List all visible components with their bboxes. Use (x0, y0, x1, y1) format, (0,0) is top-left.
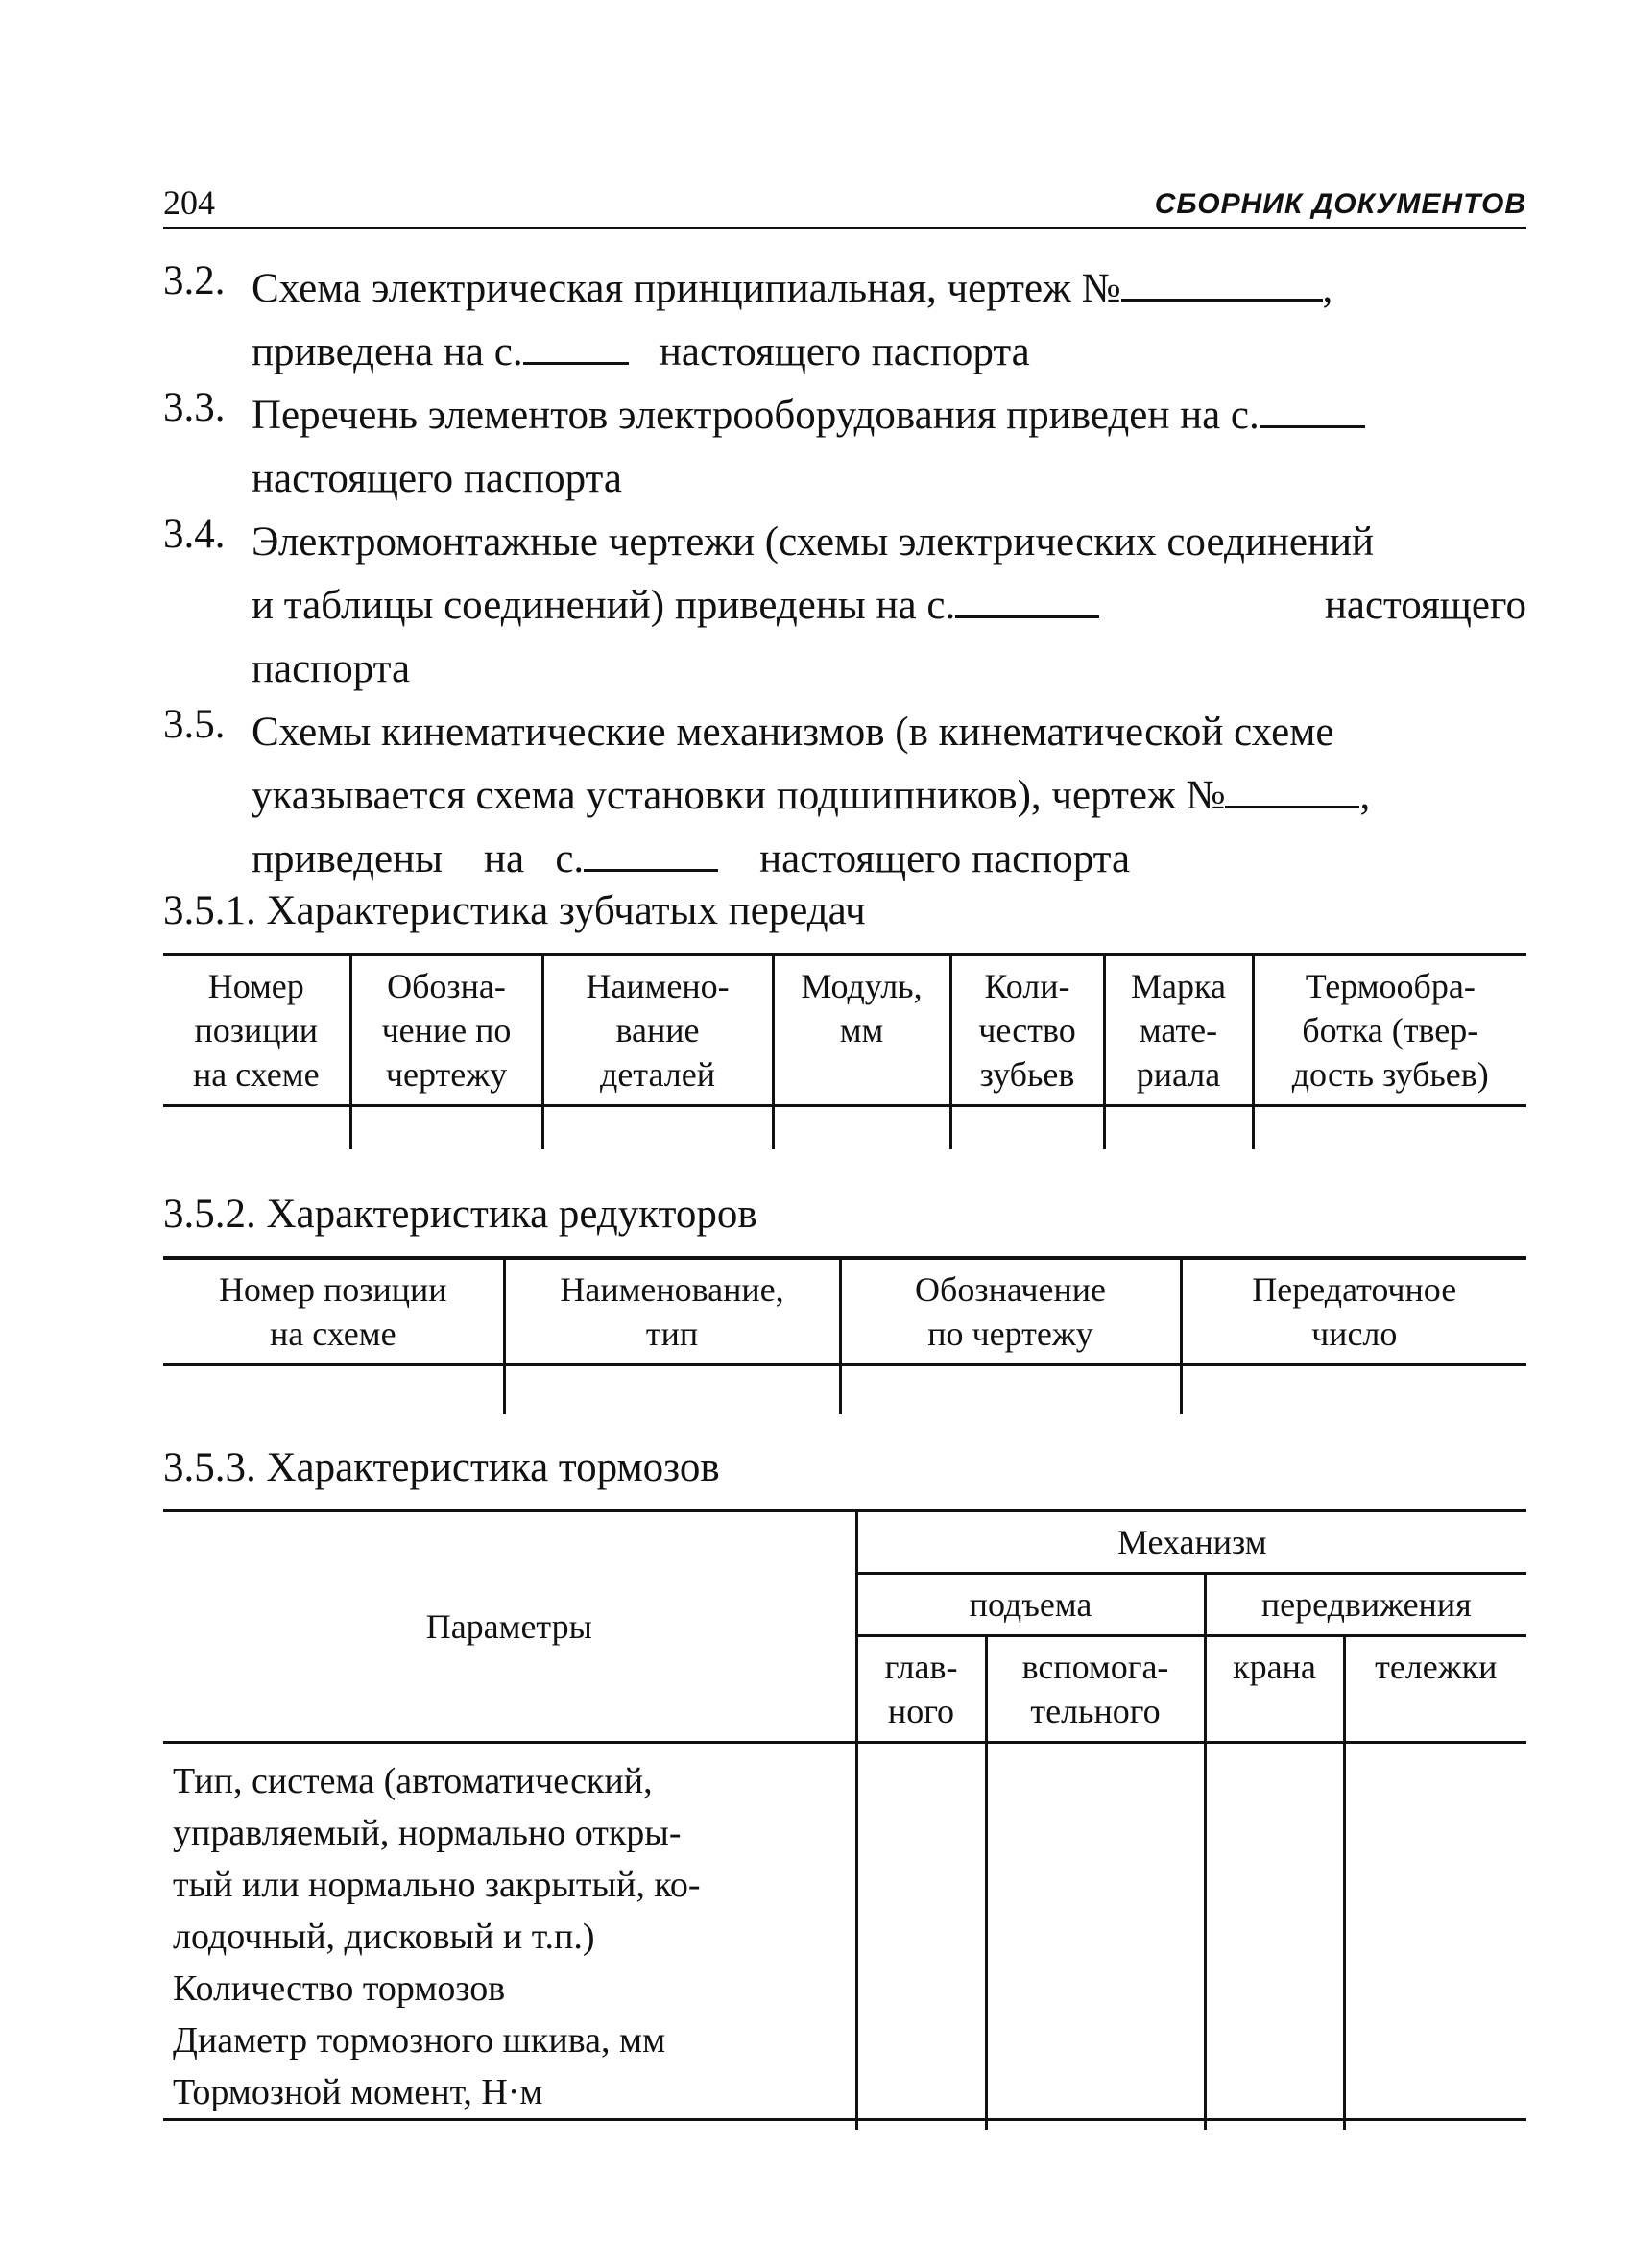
item-3-2: 3.2. Схема электрическая принципиальная, чертеж № , приведена на с. настоящего паспорта (163, 258, 1333, 374)
table-row (163, 1365, 1526, 1415)
header-cell-position: Номер позиции на схеме (163, 954, 350, 1106)
item-3-3 (163, 384, 1526, 511)
item-number: 3.3. (163, 385, 226, 430)
parameter-line: тый или нормально закрытый, ко- (173, 1865, 701, 1905)
table-cell[interactable] (504, 1365, 840, 1415)
header-cell-lifting: подъема (856, 1574, 1205, 1636)
header-cell-crane: крана (1205, 1636, 1344, 1743)
table-cell[interactable] (350, 1106, 542, 1150)
parameters-list (163, 1743, 856, 2131)
item-number: 3.5. (163, 702, 226, 747)
header-cell-material: Марка мате- риала (1104, 954, 1253, 1106)
brakes-table-title: 3.5.3. Характеристика тормозов (163, 1445, 720, 1490)
item-text: настоящего паспорта (659, 329, 1030, 374)
item-text: настоящего (1324, 583, 1526, 628)
header-cell-auxiliary: вспомога- тельного (986, 1636, 1205, 1743)
header-cell-heat-treatment: Термообра- ботка (твер- дость зубьев) (1253, 954, 1526, 1106)
header-cell-teeth-count: Коли- чество зубьев (950, 954, 1104, 1106)
brakes-table (163, 1509, 1526, 2130)
table-row (163, 1106, 1526, 1150)
fill-blank[interactable] (584, 840, 718, 872)
page-number: 204 (163, 183, 215, 222)
fill-blank[interactable] (523, 333, 629, 365)
parameter-line: управляемый, нормально откры- (173, 1813, 682, 1853)
bottom-rule (163, 2118, 1526, 2121)
header-cell-mechanism: Механизм (856, 1511, 1526, 1574)
table-cell[interactable] (856, 1743, 986, 2131)
item-text: на (483, 836, 525, 881)
item-number: 3.2. (163, 258, 226, 303)
item-text: Схемы кинематические механизмов (в кинематической схеме (252, 710, 1334, 755)
parameter-line: Диаметр тормозного шкива, мм (173, 2020, 666, 2061)
header-cell-designation: Обозначение по чертежу (840, 1258, 1181, 1365)
parameter-line: лодочный, дисковый и т.п.) (173, 1917, 595, 1957)
item-text: указывается схема установки подшипников), чертеж № (252, 773, 1226, 818)
item-text: приведены (252, 836, 443, 881)
table-cell[interactable] (1181, 1365, 1526, 1415)
table-row (163, 1743, 1526, 2131)
gear-header-row (163, 954, 1526, 1106)
item-3-5: 3.5. Схемы кинематические механизмов (в кинематической схеме указывается схема установки подшипников), чертеж № , приведены на с. настоящего паспорта (163, 702, 1371, 881)
item-text: настоящего паспорта (759, 836, 1131, 881)
header-cell-gear-ratio: Передаточное число (1181, 1258, 1526, 1365)
fill-blank[interactable] (1121, 270, 1323, 302)
fill-blank[interactable] (1260, 397, 1365, 428)
reducer-table-title: 3.5.2. Характеристика редукторов (163, 1192, 757, 1237)
header-cell-designation: Обозна- чение по чертежу (350, 954, 542, 1106)
fill-blank[interactable] (1225, 777, 1359, 808)
item-text: с. (555, 836, 585, 881)
fill-blank[interactable] (955, 587, 1099, 618)
item-number: 3.4. (163, 512, 226, 557)
table-cell[interactable] (986, 1743, 1205, 2131)
table-cell[interactable] (163, 1365, 504, 1415)
header-cell-name-type: Наименование, тип (504, 1258, 840, 1365)
parameter-line: Тип, система (автоматический, (173, 1761, 653, 1801)
parameter-line: Тормозной момент, Н·м (173, 2072, 543, 2112)
page-header (163, 173, 1526, 229)
table-cell[interactable] (163, 1106, 350, 1150)
header-cell-trolley: тележки (1344, 1636, 1526, 1743)
item-text: Электромонтажные чертежи (схемы электрических соединений (252, 519, 1374, 565)
item-text: паспорта (252, 646, 411, 691)
header-cell-main: глав- ного (856, 1636, 986, 1743)
table-cell[interactable] (1104, 1106, 1253, 1150)
header-cell-position: Номер позиции на схеме (163, 1258, 504, 1365)
header-cell-part-name: Наимено- вание деталей (542, 954, 773, 1106)
gear-table (163, 953, 1526, 1149)
gear-table-title: 3.5.1. Характеристика зубчатых передач (163, 888, 866, 933)
reducer-header-row (163, 1258, 1526, 1365)
running-title: СБОРНИК ДОКУМЕНТОВ (1154, 188, 1526, 220)
item-text: Схема электрическая принципиальная, чертеж № (252, 266, 1121, 311)
table-cell[interactable] (950, 1106, 1104, 1150)
reducer-table (163, 1256, 1526, 1414)
table-cell[interactable] (542, 1106, 773, 1150)
parameter-line: Количество тормозов (173, 1968, 506, 2009)
table-cell[interactable] (840, 1365, 1181, 1415)
item-text: Перечень элементов электрооборудования приведен на с. (252, 393, 1260, 438)
item-text: и таблицы соединений) приведены на с. (252, 583, 956, 628)
brakes-header-row-1 (163, 1511, 1526, 1574)
table-cell[interactable] (1253, 1106, 1526, 1150)
table-cell[interactable] (1205, 1743, 1344, 2131)
table-cell[interactable] (773, 1106, 950, 1150)
item-text: настоящего паспорта (252, 456, 622, 501)
header-cell-parameters: Параметры (163, 1511, 856, 1743)
header-cell-module: Модуль, мм (773, 954, 950, 1106)
item-text: приведена на с. (252, 329, 523, 374)
item-3-4 (163, 511, 1526, 701)
table-cell[interactable] (1344, 1743, 1526, 2131)
header-cell-travel: передвижения (1205, 1574, 1526, 1636)
